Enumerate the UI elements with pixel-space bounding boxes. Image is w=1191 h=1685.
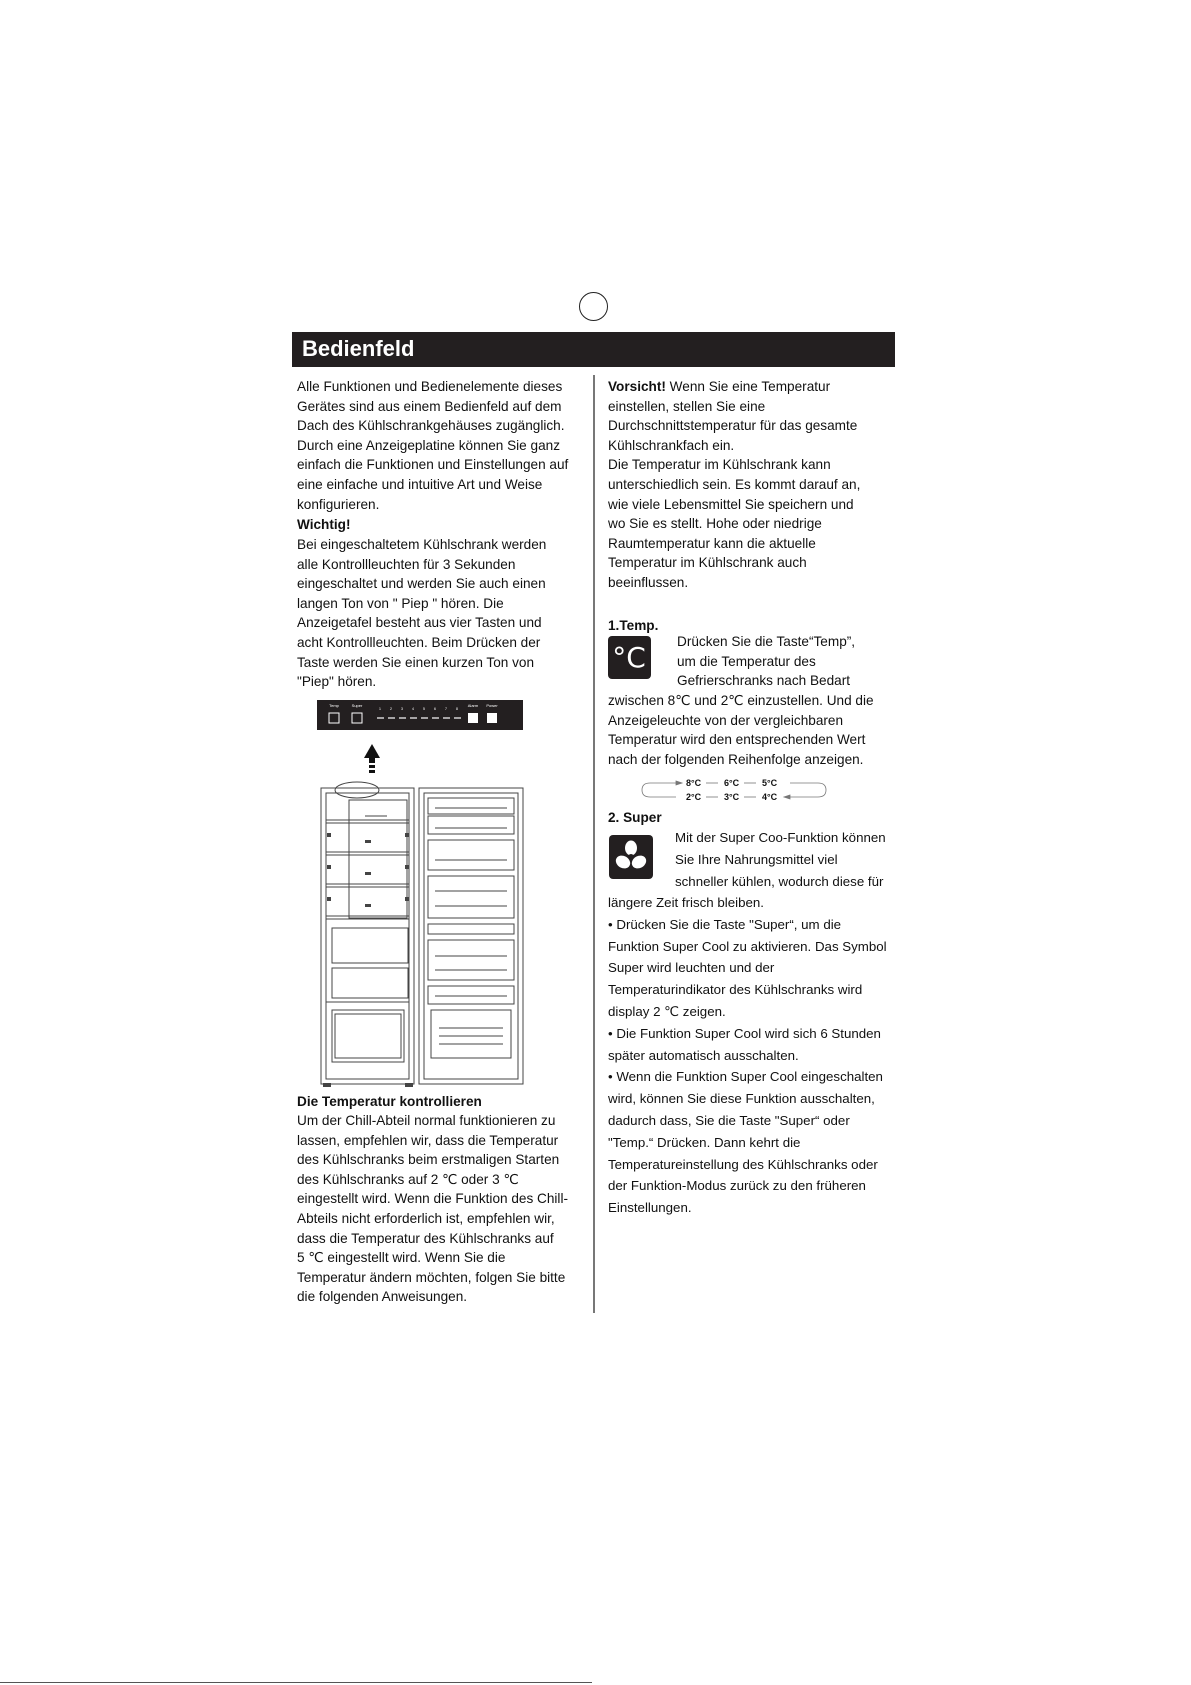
caution-label: Vorsicht! [608, 379, 666, 394]
panel-label-alarm: Alarm [467, 703, 479, 708]
sequence-4c: 4°C [762, 792, 778, 802]
svg-text:7: 7 [445, 707, 447, 711]
caution-paragraph [608, 377, 898, 593]
celsius-icon [608, 636, 651, 679]
temp-description-bottom: zwischen 8℃ und 2℃ einzustellen. Und die Anzeigeleuchte von der vergleichbaren Temperatur wird den entsprechenden Wert nach der folgenden Reihenfolge anzeigen. [608, 693, 874, 767]
svg-text:5: 5 [423, 707, 425, 711]
temp-description-top: Drücken Sie die Taste“Temp”, um die Temperatur des Gefrierschranks nach Bedart [677, 634, 856, 689]
temp-section-heading: 1.Temp. [608, 618, 659, 633]
sequence-6c: 6°C [724, 778, 740, 788]
panel-label-temp: Temp [329, 703, 339, 708]
temperature-sequence-diagram [640, 775, 830, 805]
arrow-up-icon [364, 744, 380, 773]
footer-rule [0, 1682, 592, 1683]
svg-text:°C: °C [612, 641, 646, 674]
svg-text:1: 1 [379, 707, 381, 711]
section-header [292, 332, 895, 367]
svg-text:2: 2 [390, 707, 392, 711]
sequence-5c: 5°C [762, 778, 778, 788]
sequence-2c: 2°C [686, 792, 702, 802]
temperature-control-heading: Die Temperatur kontrollieren [297, 1094, 482, 1109]
sequence-3c: 3°C [724, 792, 740, 802]
important-heading: Wichtig! [297, 517, 351, 532]
panel-label-super: Super [351, 703, 363, 708]
panel-alarm-button [468, 713, 478, 723]
sequence-8c: 8°C [686, 778, 702, 788]
svg-text:8: 8 [456, 707, 458, 711]
fan-icon [609, 835, 653, 879]
caution-text: Wenn Sie eine Temperatur einstellen, stellen Sie eine Durchschnittstemperatur für das gesamte Kühlschrankfach ein. Die Temperatur im Kühlschrank kann unterschiedlich sein. Es kommt darauf an, wie viele Lebensmittel Sie speichern und wo Sie es stellt. Hohe oder niedrige Raumtemperatur kann die aktuelle Temperatur im Kühlschrank auch beeinflussen. [608, 379, 861, 590]
super-description-top: Mit der Super Coo-Funktion können Sie Ihre Nahrungsmittel viel schneller kühlen, wodurch diese für [675, 830, 886, 889]
panel-power-button [487, 713, 497, 723]
control-panel-illustration [317, 700, 523, 782]
important-paragraph: Bei eingeschaltetem Kühlschrank werden alle Kontrollleuchten für 3 Sekunden eingeschaltet und werden Sie auch einen langen Ton von " Piep " hören. Die Anzeigetafel besteht aus vier Tasten und acht Kontrollleuchten. Beim Drücken der Taste werden Sie einen kurzen Ton von "Piep" hören. [297, 537, 547, 690]
svg-text:6: 6 [434, 707, 436, 711]
super-description-bottom: längere Zeit frisch bleiben. • Drücken Sie die Taste "Super“, um die Funktion Super Cool zu aktivieren. Das Symbol Super wird leuchten und der Temperaturindikator des Kühlschranks wird display 2 ℃ zeigen. • Die Funktion Super Cool wird sich 6 Stunden später automatisch ausschalten. • Wenn die Funktion Super Cool eingeschalten wird, können Sie diese Funktion ausschalten, dadurch dass, Sie die Taste "Super“ oder "Temp.“ Drücken. Dann kehrt die Temperatureinstellung des Kühlschranks oder der Funktion-Modus zurück zu den früheren Einstellungen. [608, 895, 887, 1216]
intro-paragraph: Alle Funktionen und Bedienelemente dieses Gerätes sind aus einem Bedienfeld auf dem Dach des Kühlschrankgehäuses zugänglich. Durch eine Anzeigeplatine können Sie ganz einfach die Funktionen und Einstellungen auf eine einfache und intuitive Art und Weise konfigurieren. [297, 379, 569, 512]
svg-text:3: 3 [401, 707, 403, 711]
temperature-control-paragraph: Um der Chill-Abteil normal funktionieren zu lassen, empfehlen wir, dass die Temperatur des Kühlschranks beim erstmaligen Starten des Kühlschranks auf 2 ℃ oder 3 ℃ eingestellt wird. Wenn die Funktion des Chill- Abteils nicht erforderlich ist, empfehlen wir, dass die Temperatur des Kühlschranks auf 5 ℃ eingestellt wird. Wenn Sie die Temperatur ändern möchten, folgen Sie bitte die folgenden Anweisungen. [297, 1113, 568, 1305]
page-marker-circle [579, 292, 608, 321]
column-divider [593, 375, 595, 1313]
section-title: Bedienfeld [302, 336, 415, 361]
super-section-heading: 2. Super [608, 810, 662, 825]
refrigerator-illustration [315, 780, 529, 1088]
panel-label-power: Power [486, 703, 498, 708]
svg-text:4: 4 [412, 707, 414, 711]
